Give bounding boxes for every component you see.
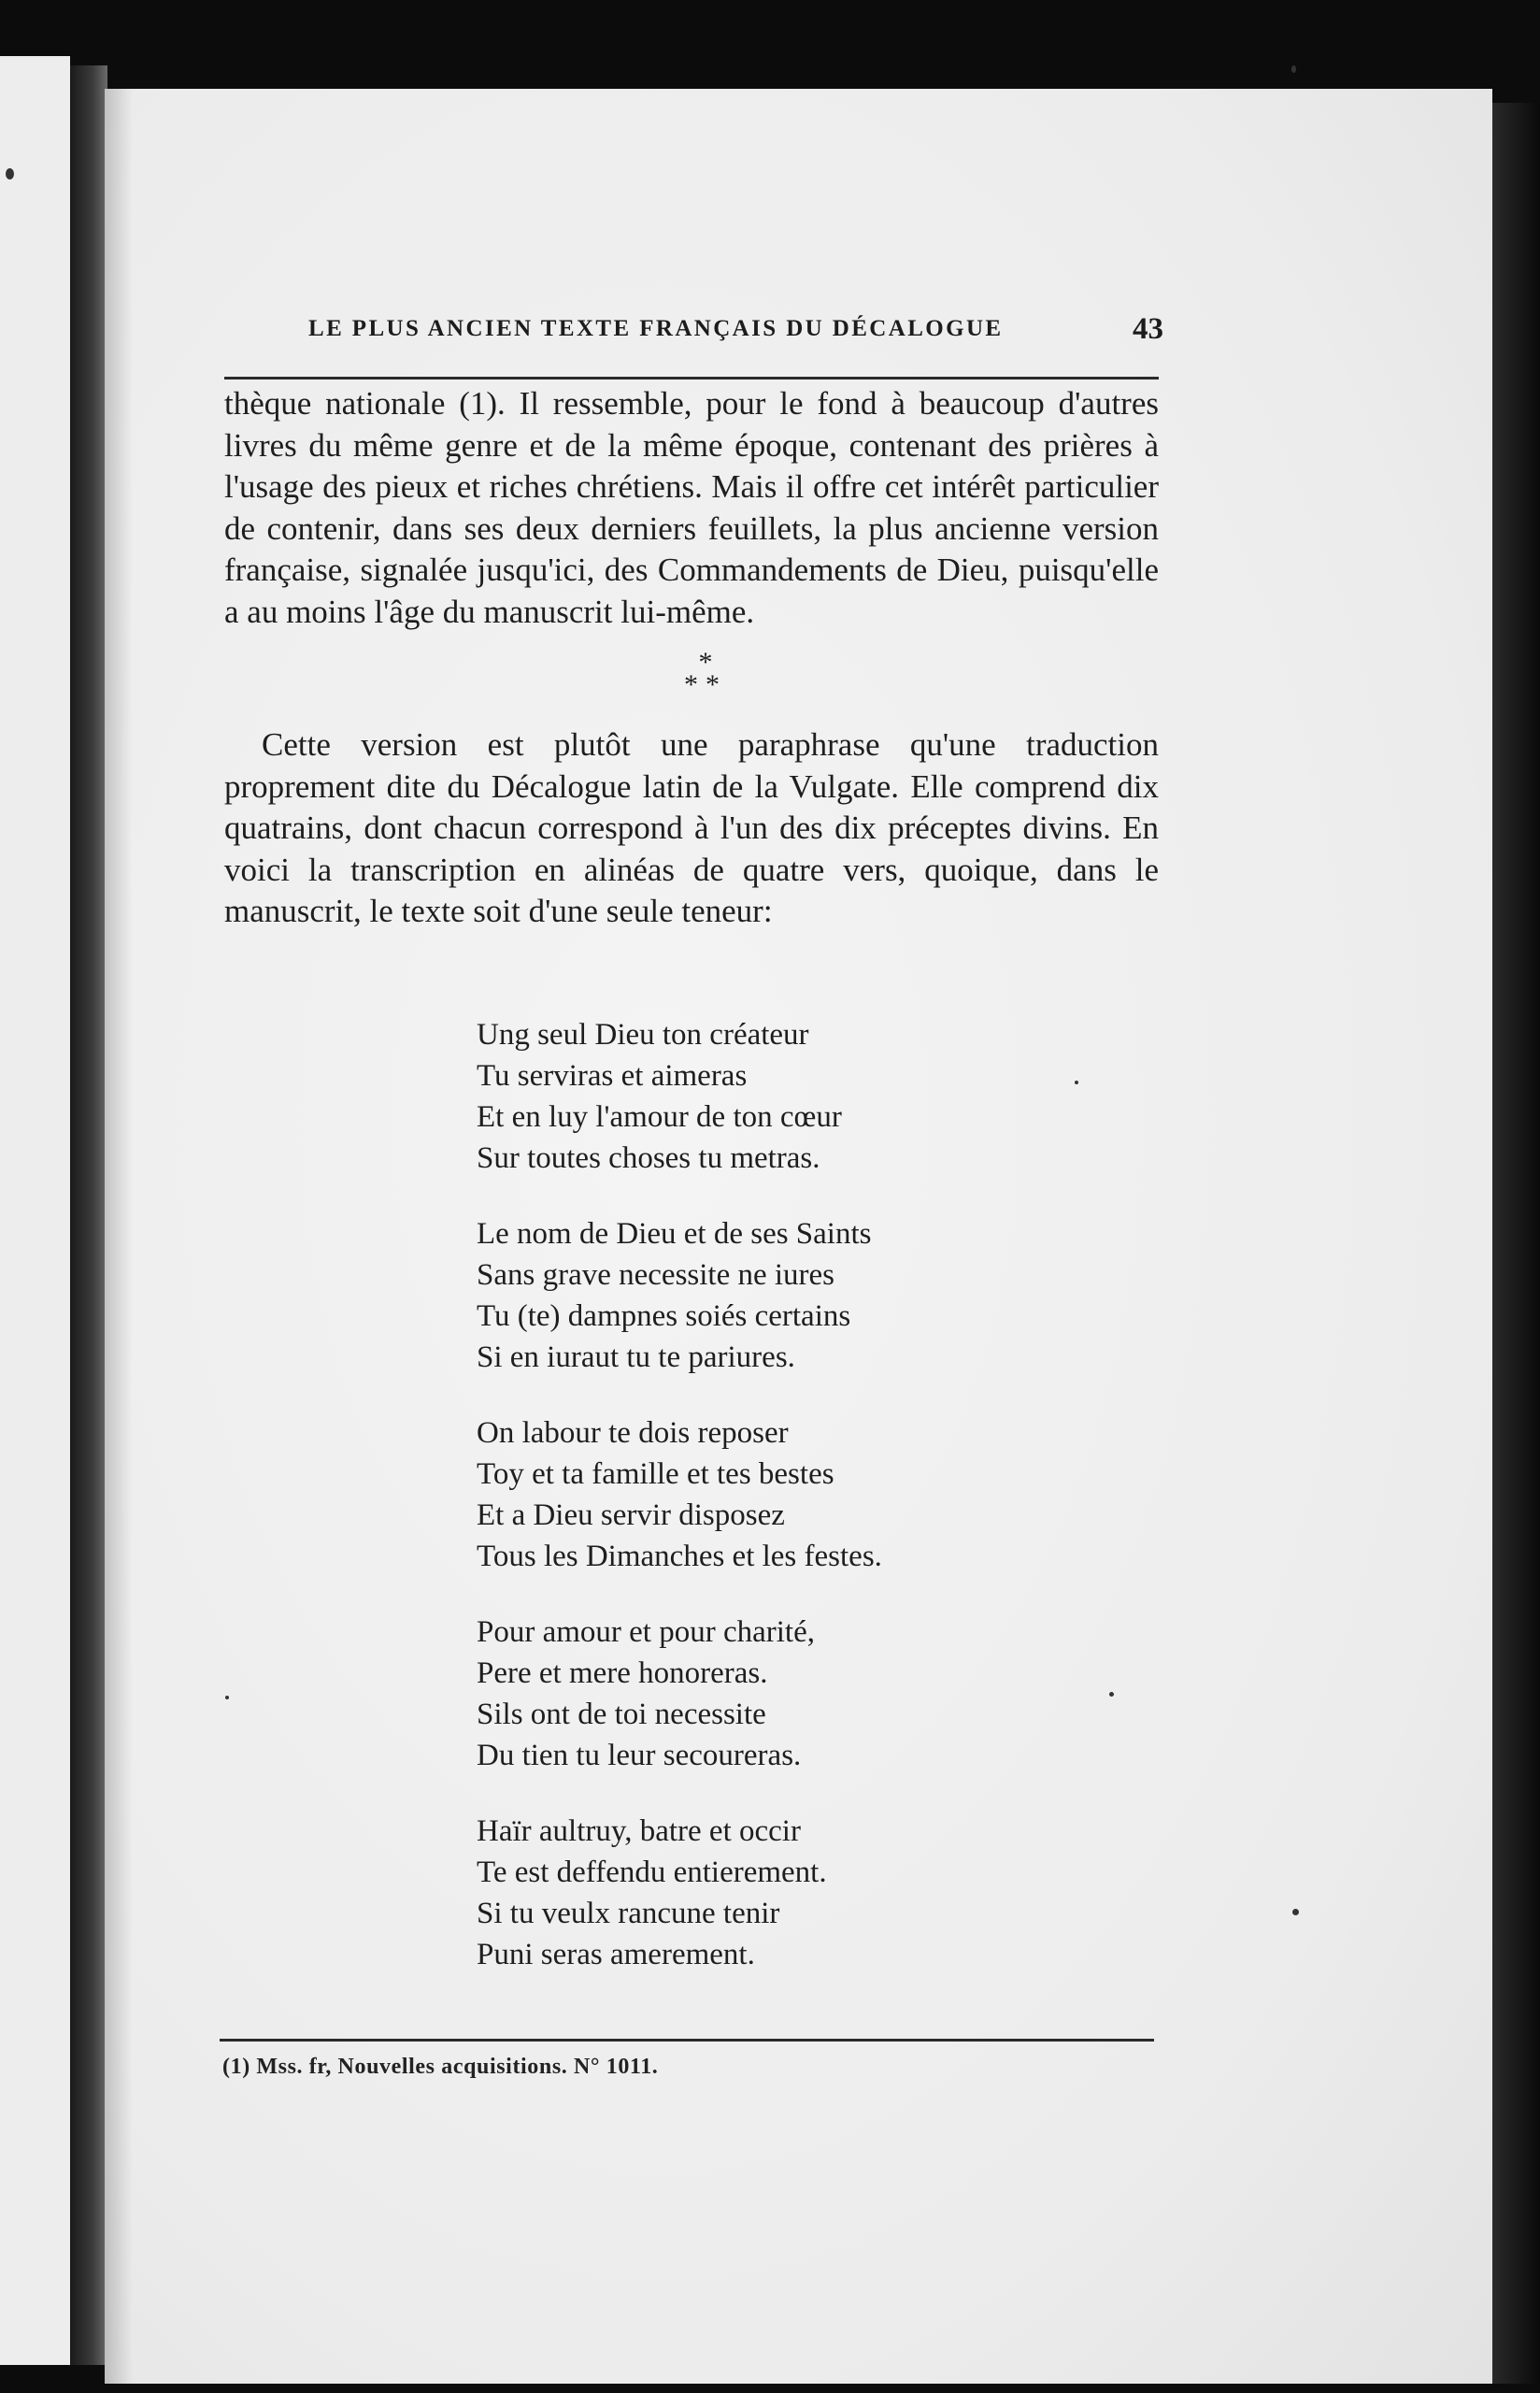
scan-speck xyxy=(1109,1692,1114,1697)
verse-line: Du tien tu leur secoureras. xyxy=(477,1739,802,1772)
stanza-4 xyxy=(477,1612,1000,1776)
running-title: LE PLUS ANCIEN TEXTE FRANÇAIS DU DÉCALOGUE xyxy=(308,316,1004,341)
verse-block xyxy=(477,1014,1000,2010)
page-fold-shadow xyxy=(105,89,133,2384)
asterism-bottom: ** xyxy=(684,669,727,700)
footnote: (1) Mss. fr, Nouvelles acquisitions. N° 1011. xyxy=(222,2055,659,2079)
scan-speck xyxy=(1075,1081,1078,1084)
verse-line: Te est deffendu entierement. xyxy=(477,1856,827,1889)
facing-page-edge xyxy=(0,56,70,2365)
verse-line: Si en iuraut tu te pariures. xyxy=(477,1340,795,1374)
book-spine-shadow xyxy=(70,65,107,2365)
verse-line: Sans grave necessite ne iures xyxy=(477,1258,835,1292)
stanza-3 xyxy=(477,1412,1000,1577)
body-text xyxy=(224,383,1159,933)
verse-line: Tu serviras et aimeras xyxy=(477,1059,748,1093)
verse-line: Haïr aultruy, batre et occir xyxy=(477,1814,801,1848)
verse-line: Et a Dieu servir disposez xyxy=(477,1498,785,1532)
verse-line: Ung seul Dieu ton créateur xyxy=(477,1018,809,1052)
verse-line: Puni seras amerement. xyxy=(477,1938,755,1971)
scan-speck xyxy=(1292,1909,1299,1915)
verse-line: Sils ont de toi necessite xyxy=(477,1698,766,1731)
verse-line: Pere et mere honoreras. xyxy=(477,1656,768,1690)
scan-speck xyxy=(1291,65,1296,73)
verse-line: Tu (te) dampnes soiés certains xyxy=(477,1299,851,1333)
stanza-5 xyxy=(477,1811,1000,1975)
page-right-edge xyxy=(1492,103,1540,2384)
verse-line: Sur toutes choses tu metras. xyxy=(477,1141,820,1175)
asterism-top: * xyxy=(698,647,713,678)
verse-line: Et en luy l'amour de ton cœur xyxy=(477,1100,842,1134)
verse-line: Si tu veulx rancune tenir xyxy=(477,1897,780,1930)
scan-speck xyxy=(225,1696,229,1699)
verse-line: Pour amour et pour charité, xyxy=(477,1615,815,1649)
verse-line: Tous les Dimanches et les festes. xyxy=(477,1540,882,1573)
scan-speck xyxy=(6,168,14,179)
paragraph-1: thèque nationale (1). Il ressemble, pour le fond à beaucoup d'autres livres du même genre et de la même époque, contenant des prières à l'usage des pieux et riches chrétiens. Mais il offre cet intérêt particulier de contenir, dans ses deux derniers feuillets, la plus ancienne version française, signalée jusqu'ici, des Commandements de Dieu, puisqu'elle a au moins l'âge du manuscrit lui-même. xyxy=(224,385,1159,630)
paragraph-2: Cette version est plutôt une paraphrase qu'une traduction proprement dite du Décalogue latin de la Vulgate. Elle comprend dix quatrains, dont chacun correspond à l'un des dix préceptes divins. En voici la transcription en alinéas de quatre vers, quoique, dans le manuscrit, le texte soit d'une seule teneur: xyxy=(224,726,1159,929)
verse-line: On labour te dois reposer xyxy=(477,1416,789,1450)
verse-line: Toy et ta famille et tes bestes xyxy=(477,1457,834,1491)
page-number: 43 xyxy=(1133,312,1163,346)
asterism xyxy=(224,647,1159,700)
verse-line: Le nom de Dieu et de ses Saints xyxy=(477,1217,872,1251)
stanza-2 xyxy=(477,1213,1000,1378)
stanza-1 xyxy=(477,1014,1000,1179)
footnote-rule xyxy=(220,2039,1154,2042)
header-rule xyxy=(224,377,1159,380)
running-head xyxy=(308,312,1163,363)
